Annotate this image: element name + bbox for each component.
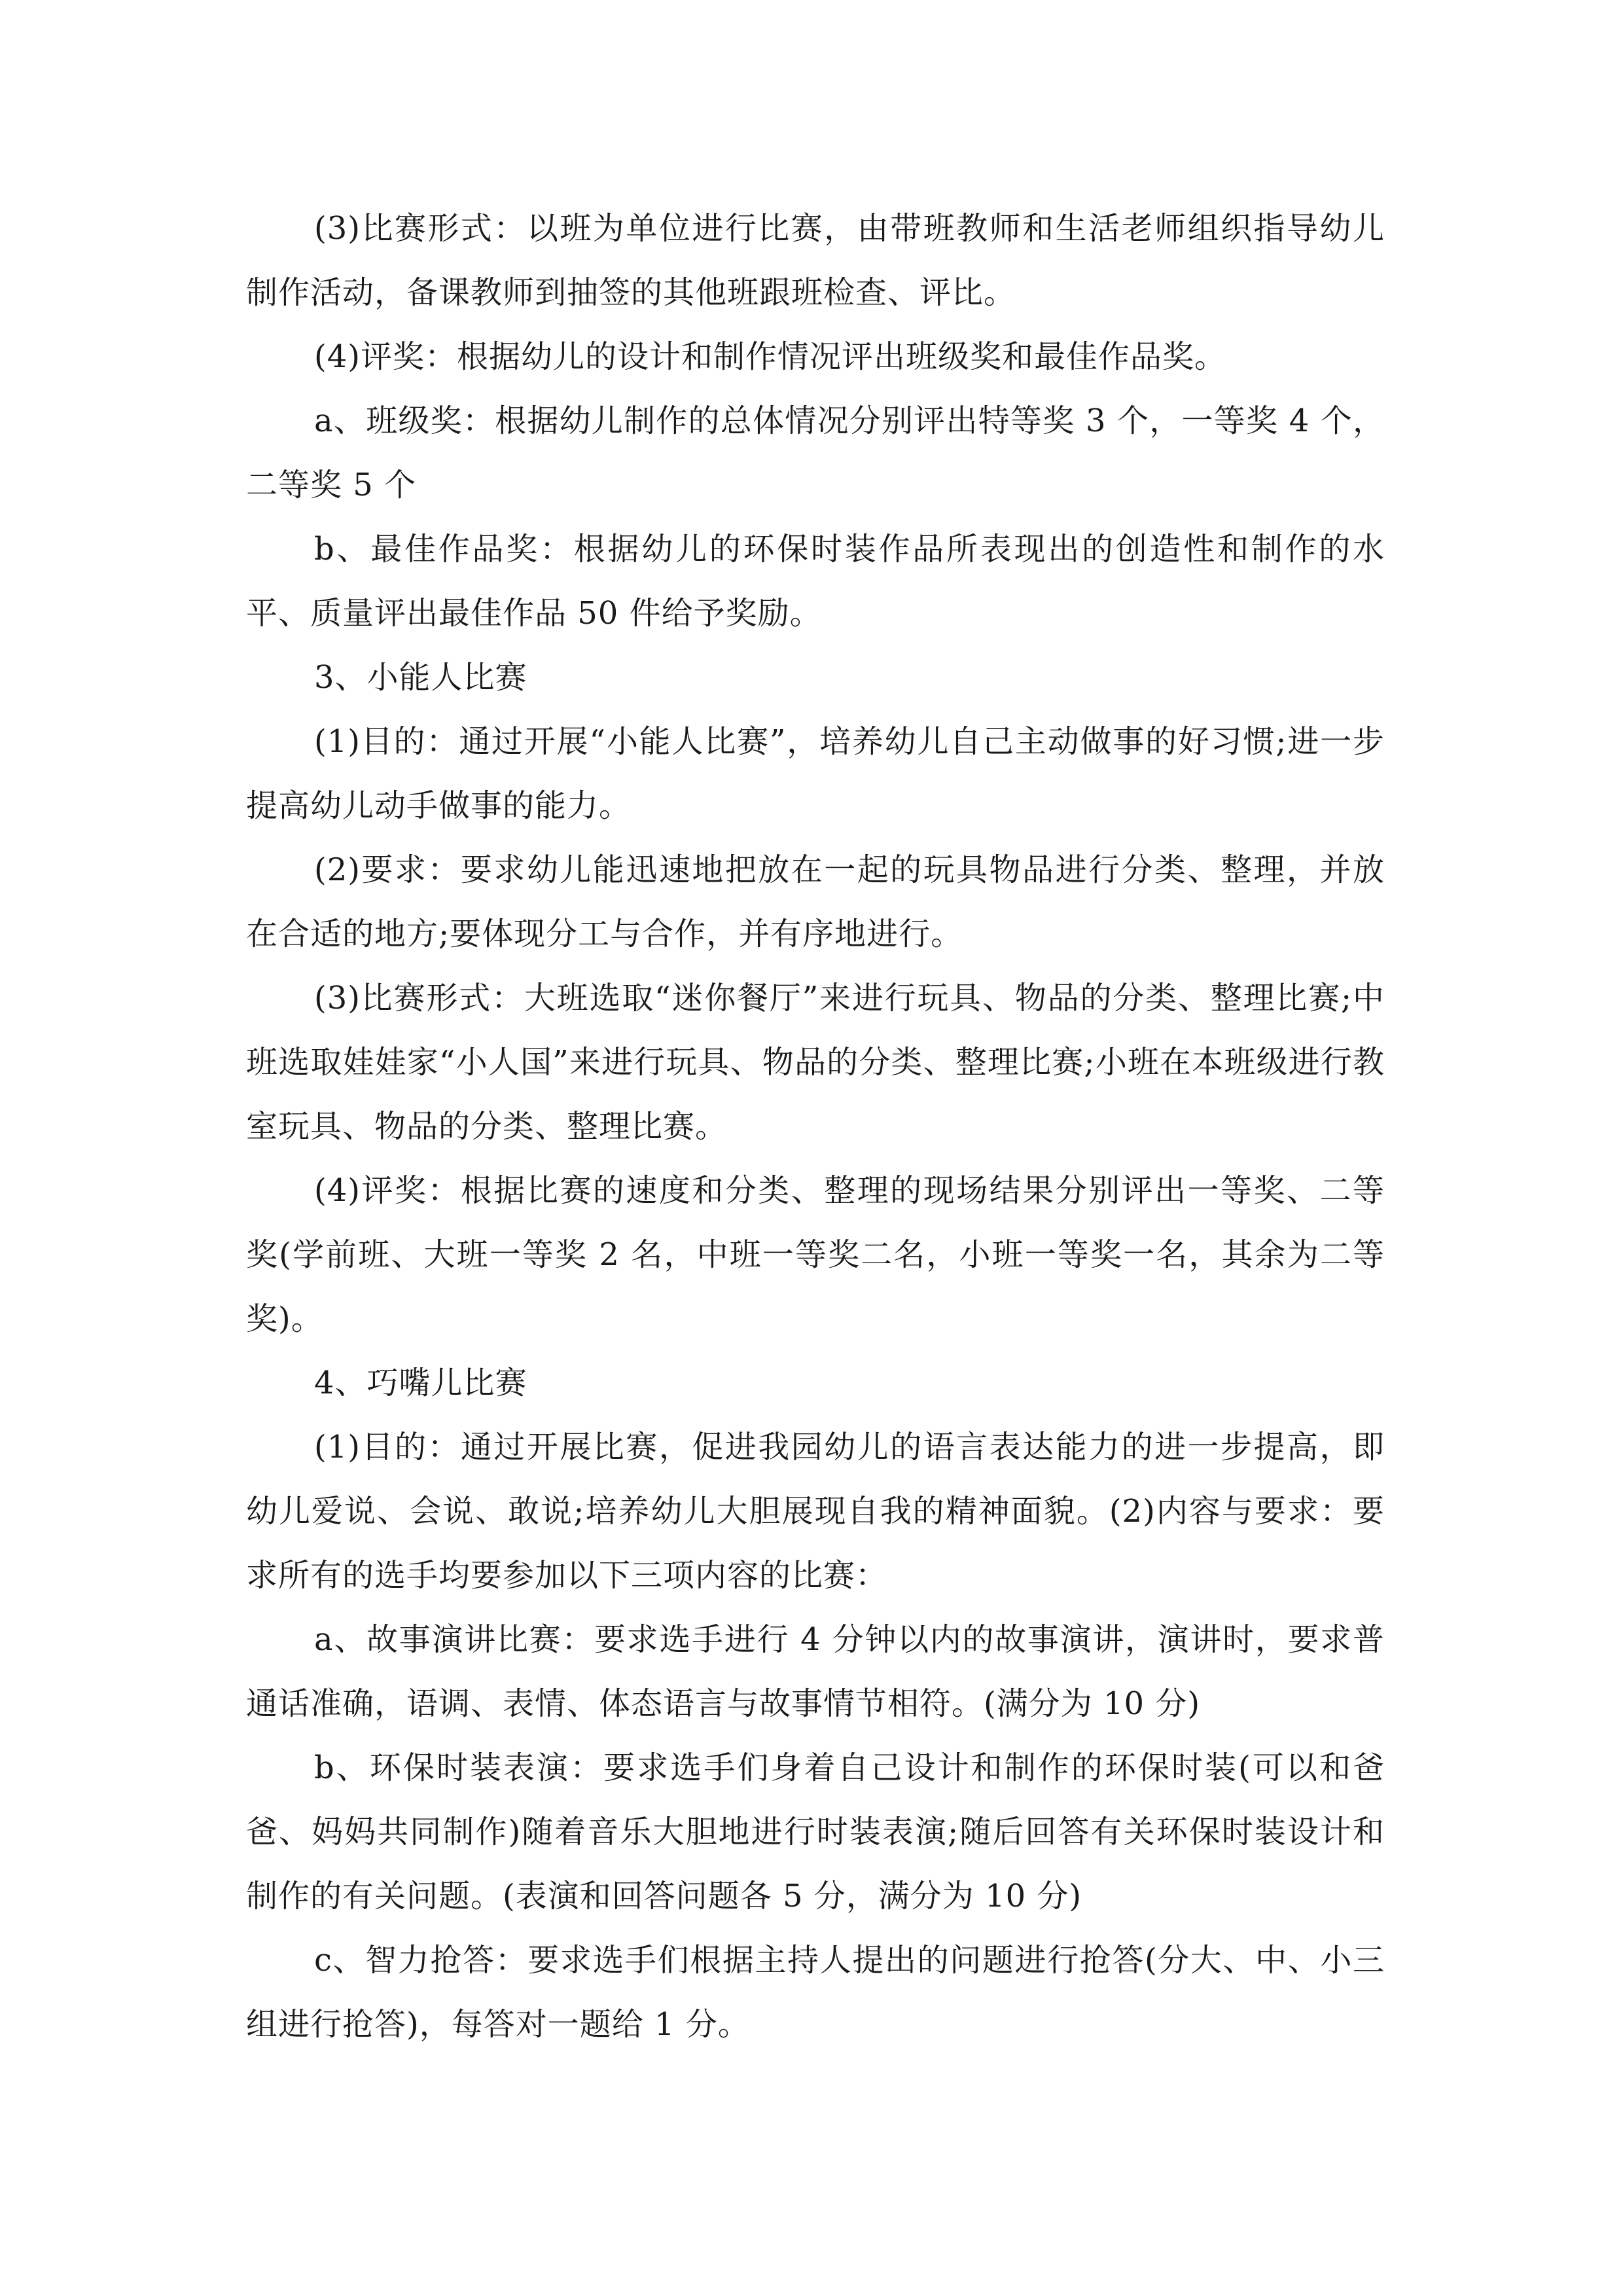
- paragraph-fashion-show: b、环保时装表演：要求选手们身着自己设计和制作的环保时装(可以和爸爸、妈妈共同制作)随着音乐大胆地进行时装表演;随后回答有关环保时装设计和制作的有关问题。(表演和回答问题各 5 分，满分为 10 分): [246, 1749, 1385, 1914]
- section-heading-clever-mouth: 4、巧嘴儿比赛: [314, 1365, 527, 1401]
- section-heading-little-capable: 3、小能人比赛: [314, 659, 527, 696]
- paragraph-story-speech: a、故事演讲比赛：要求选手进行 4 分钟以内的故事演讲，演讲时，要求普通话准确，语调、表情、体态语言与故事情节相符。(满分为 10 分): [246, 1621, 1385, 1722]
- paragraph-purpose-2: (1)目的：通过开展比赛，促进我园幼儿的语言表达能力的进一步提高，即幼儿爱说、会说、敢说;培养幼儿大胆展现自我的精神面貌。(2)内容与要求：要求所有的选手均要参加以下三项内容的比赛：: [246, 1429, 1385, 1594]
- paragraph-match-format: (3)比赛形式：以班为单位进行比赛，由带班教师和生活老师组织指导幼儿制作活动，备课教师到抽签的其他班跟班检查、评比。: [246, 210, 1385, 311]
- paragraph-match-format-2: (3)比赛形式：大班选取“迷你餐厅”来进行玩具、物品的分类、整理比赛;中班选取娃娃家“小人国”来进行玩具、物品的分类、整理比赛;小班在本班级进行教室玩具、物品的分类、整理比赛。: [246, 980, 1385, 1145]
- document-body: [246, 196, 1385, 2056]
- paragraph-purpose: (1)目的：通过开展“小能人比赛”，培养幼儿自己主动做事的好习惯;进一步提高幼儿动手做事的能力。: [246, 723, 1385, 824]
- paragraph-quiz: c、智力抢答：要求选手们根据主持人提出的问题进行抢答(分大、中、小三组进行抢答)，每答对一题给 1 分。: [246, 1942, 1385, 2043]
- paragraph-requirements: (2)要求：要求幼儿能迅速地把放在一起的玩具物品进行分类、整理，并放在合适的地方;要体现分工与合作，并有序地进行。: [246, 852, 1385, 952]
- paragraph-class-award: a、班级奖：根据幼儿制作的总体情况分别评出特等奖 3 个，一等奖 4 个，二等奖 5 个: [246, 403, 1385, 503]
- paragraph-best-work-award: b、最佳作品奖：根据幼儿的环保时装作品所表现出的创造性和制作的水平、质量评出最佳作品 50 件给予奖励。: [246, 531, 1385, 632]
- paragraph-awards: (4)评奖：根据幼儿的设计和制作情况评出班级奖和最佳作品奖。: [314, 338, 1226, 375]
- paragraph-awards-2: (4)评奖：根据比赛的速度和分类、整理的现场结果分别评出一等奖、二等奖(学前班、大班一等奖 2 名，中班一等奖二名，小班一等奖一名，其余为二等奖)。: [246, 1172, 1385, 1337]
